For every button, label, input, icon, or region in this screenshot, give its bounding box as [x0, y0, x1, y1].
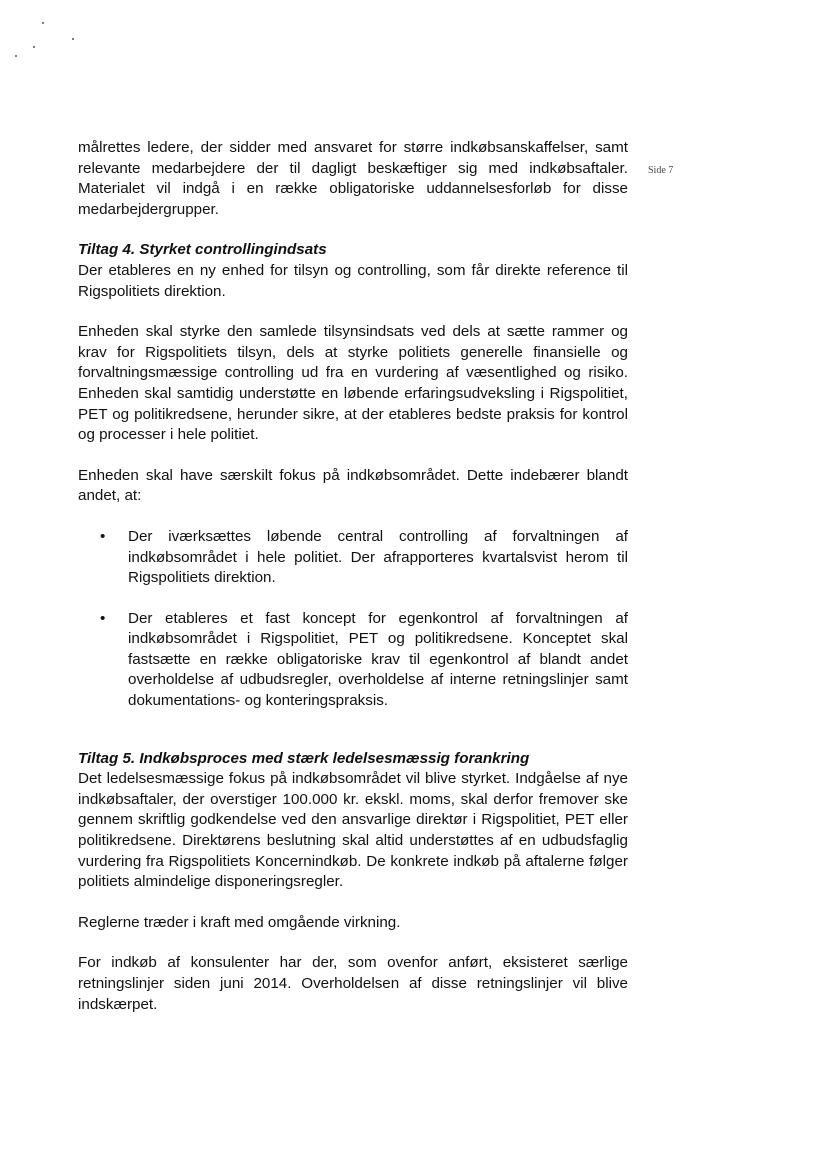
heading-tiltag-5: Tiltag 5. Indkøbsproces med stærk ledelsesmæssig forankring — [78, 749, 530, 767]
paragraph-rules-effective: Reglerne træder i kraft med omgående virkning. — [78, 913, 401, 931]
scan-speck — [42, 22, 44, 24]
list-item-text: Der iværksættes løbende central controlling af forvaltningen af indkøbsområdet i hele politiet. Der afrapporteres kvartalsvist herom til Rigspolitiets direktion. — [128, 527, 628, 587]
paragraph-new-unit: Der etableres en ny enhed for tilsyn og controlling, som får direkte reference til Rigspolitiets direktion. — [78, 261, 628, 300]
paragraph-intro: målrettes ledere, der sidder med ansvaret for større indkøbsanskaffelser, samt relevante medarbejdere der til dagligt beskæftiger sig med indkøbsaftaler. Materialet vil indgå i en række obligatoriske uddannelsesforløb for disse medarbejdergrupper. — [78, 139, 628, 218]
paragraph-unit-tasks: Enheden skal styrke den samlede tilsynsindsats ved dels at sætte rammer og krav for Rigspolitiets tilsyn, dels at styrke politiets generelle finansielle og forvaltningsmæssige controlling ud fra en vurdering af væsentlighed og risiko. Enheden skal samtidig understøtte en løbende erfaringsudveksling i Rigspolitiet, PET og politikredsene, herunder sikre, at der etableres bedste praksis for kontrol og processer i hele politiet. — [78, 323, 628, 444]
bullet-list — [78, 527, 628, 712]
scan-speck — [33, 46, 35, 48]
bullet-icon: • — [100, 609, 106, 627]
paragraph-procurement-focus: Enheden skal have særskilt fokus på indkøbsområdet. Dette indebærer blandt andet, at: — [78, 466, 628, 505]
list-item-text: Der etableres et fast koncept for egenkontrol af forvaltningen af indkøbsområdet i Rigspolitiet, PET og politikredsene. Konceptet skal fastsætte en række obligatoriske krav til egenkontrol af blandt andet overholdelse af udbudsregler, overholdelse af interne retningslinjer samt dokumentations- og konteringspraksis. — [128, 609, 628, 710]
document-body — [78, 138, 628, 1015]
scan-speck — [72, 38, 74, 40]
paragraph-consultants: For indkøb af konsulenter har der, som ovenfor anført, eksisteret særlige retningslinjer siden juni 2014. Overholdelsen af disse retningslinjer vil blive indskærpet. — [78, 954, 628, 1013]
paragraph-management-focus: Det ledelsesmæssige fokus på indkøbsområdet vil blive styrket. Indgåelse af nye indkøbsaftaler, der overstiger 100.000 kr. ekskl. moms, skal derfor fremover ske gennem skriftlig godkendelse ved den ansvarlige direktør i Rigspolitiet, PET eller politikredsene. Direktørens beslutning skal altid understøttes af en udbudsfaglig vurdering fra Rigspolitiets Koncernindkøb. De konkrete indkøb på aftalerne følger politiets almindelige disponeringsregler. — [78, 770, 628, 891]
heading-tiltag-4: Tiltag 4. Styrket controllingindsats — [78, 241, 327, 259]
list-item — [78, 527, 628, 589]
page-number: Side 7 — [648, 165, 674, 176]
scan-speck — [15, 55, 17, 57]
list-item — [78, 609, 628, 712]
bullet-icon: • — [100, 527, 106, 545]
